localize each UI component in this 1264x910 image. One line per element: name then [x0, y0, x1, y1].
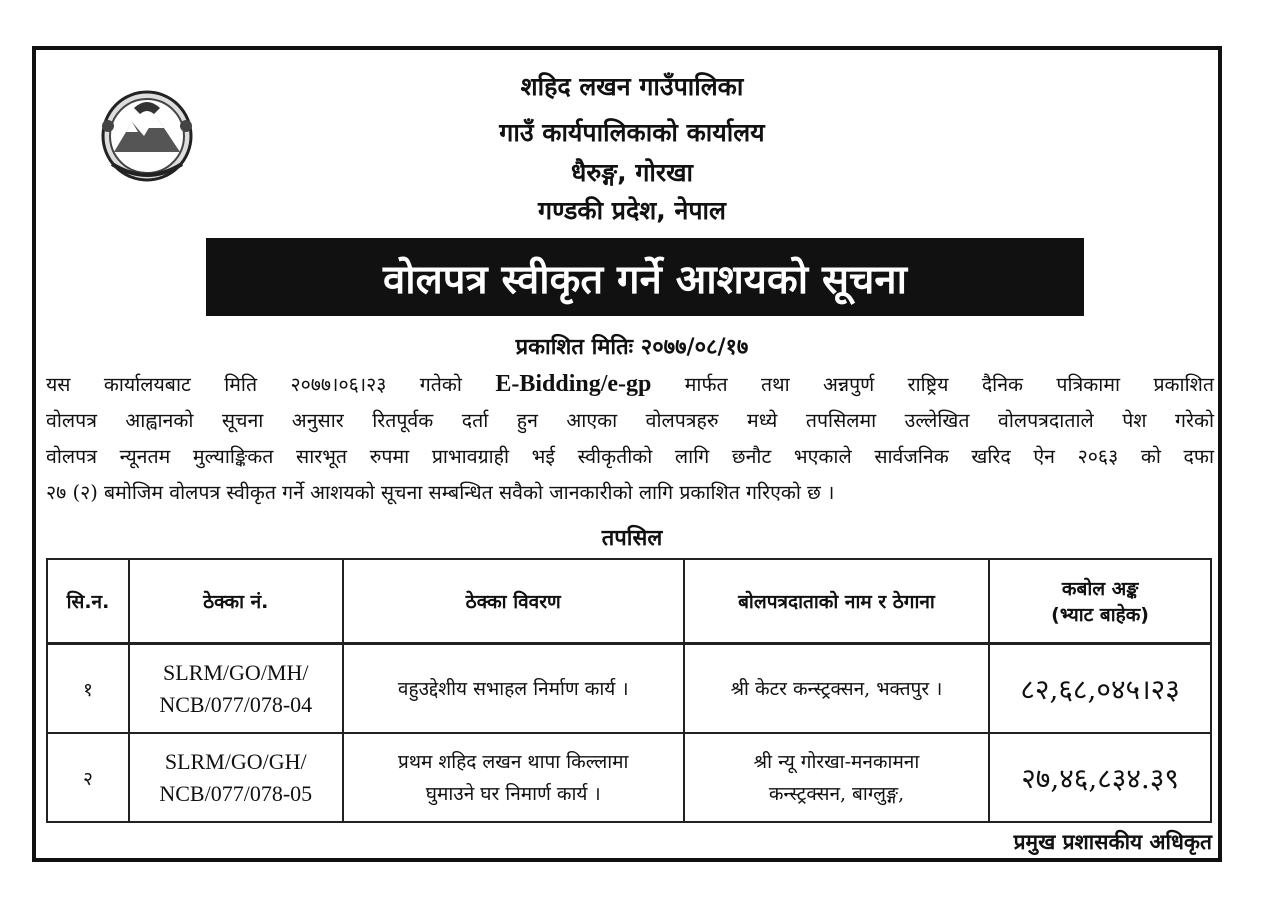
notice-title: वोलपत्र स्वीकृत गर्ने आशयको सूचना — [206, 238, 1084, 316]
contract-table — [46, 558, 1212, 823]
row-description — [343, 644, 684, 734]
body-text: यस कार्यालयबाट मिति २०७७।०६।२३ गतेको — [46, 373, 496, 396]
bidder-line-2: कन्स्ट्रक्सन, बाग्लुङ्ग, — [768, 782, 905, 805]
col-sn: सि.न. — [47, 559, 129, 644]
table-row — [47, 644, 1211, 734]
row-amount: २७,४६,८३४.३९ — [989, 733, 1211, 822]
e-bidding-text: E-Bidding/e-gp — [495, 371, 652, 397]
col-amount-note: (भ्याट बाहेक) — [1051, 604, 1149, 626]
row-sn: २ — [47, 733, 129, 822]
bidder-line-1: श्री केटर कन्स्ट्रक्सन, भक्तपुर । — [730, 677, 943, 700]
col-description: ठेक्का विवरण — [343, 559, 684, 644]
province: गण्डकी प्रदेश, नेपाल — [538, 196, 726, 225]
code-line-1: SLRM/GO/GH/ — [164, 748, 307, 774]
table-row — [47, 733, 1211, 822]
col-amount-label: कबोल अङ्क — [1061, 578, 1139, 600]
body-text: मार्फत तथा अन्नपुर्ण राष्ट्रिय दैनिक पत्रिकामा प्रकाशित — [651, 373, 1214, 396]
col-amount — [989, 559, 1211, 644]
code-line-2: NCB/077/078-04 — [159, 691, 313, 717]
body-line-2: वोलपत्र आह्वानको सूचना अनुसार रितपूर्वक दर्ता हुन आएका वोलपत्रहरु मध्ये तपसिलमा उल्लेखित वोलपत्रदाताले पेश गरेको — [46, 409, 1214, 432]
row-bidder — [684, 644, 989, 734]
row-sn: १ — [47, 644, 129, 734]
body-line-3: वोलपत्र न्यूनतम मुल्याङ्किकत सारभूत रुपमा प्राभावग्राही भई स्वीकृतीको लागि छनौट भएकाले सार्वजनिक खरिद ऐन २०६३ को दफा — [46, 445, 1214, 468]
body-line-1 — [46, 366, 1214, 403]
bidder-line-1: श्री न्यू गोरखा-मनकामना — [753, 750, 920, 773]
row-contract-no — [129, 733, 343, 822]
schedule-title: तपसिल — [601, 526, 663, 551]
desc-line-2: घुमाउने घर निमार्ण कार्य । — [425, 782, 601, 805]
table-header-row — [47, 559, 1211, 644]
location: धैरुङ्ग, गोरखा — [570, 158, 694, 187]
row-contract-no — [129, 644, 343, 734]
col-contract-no: ठेक्का नं. — [129, 559, 343, 644]
municipality-name: शहिद लखन गाउँपालिका — [520, 72, 744, 101]
code-line-2: NCB/077/078-05 — [159, 780, 313, 806]
signature: प्रमुख प्रशासकीय अधिकृत — [1013, 830, 1212, 854]
row-bidder — [684, 733, 989, 822]
body-line-4: २७ (२) बमोजिम वोलपत्र स्वीकृत गर्ने आशयको सूचना सम्बन्धित सवैको जानकारीको लागि प्रकाशित गरिएको छ । — [46, 481, 835, 504]
desc-line-1: वहुउद्देशीय सभाहल निर्माण कार्य । — [397, 677, 629, 700]
row-amount: ८२,६८,०४५।२३ — [989, 644, 1211, 734]
notice-body — [46, 366, 1214, 511]
code-line-1: SLRM/GO/MH/ — [163, 659, 309, 685]
office-name: गाउँ कार्यपालिकाको कार्यालय — [499, 118, 765, 147]
desc-line-1: प्रथम शहिद लखन थापा किल्लामा — [398, 750, 629, 773]
row-description — [343, 733, 684, 822]
published-date: प्रकाशित मितिः २०७७/०८/१७ — [515, 335, 749, 360]
col-bidder: बोलपत्रदाताको नाम र ठेगाना — [684, 559, 989, 644]
